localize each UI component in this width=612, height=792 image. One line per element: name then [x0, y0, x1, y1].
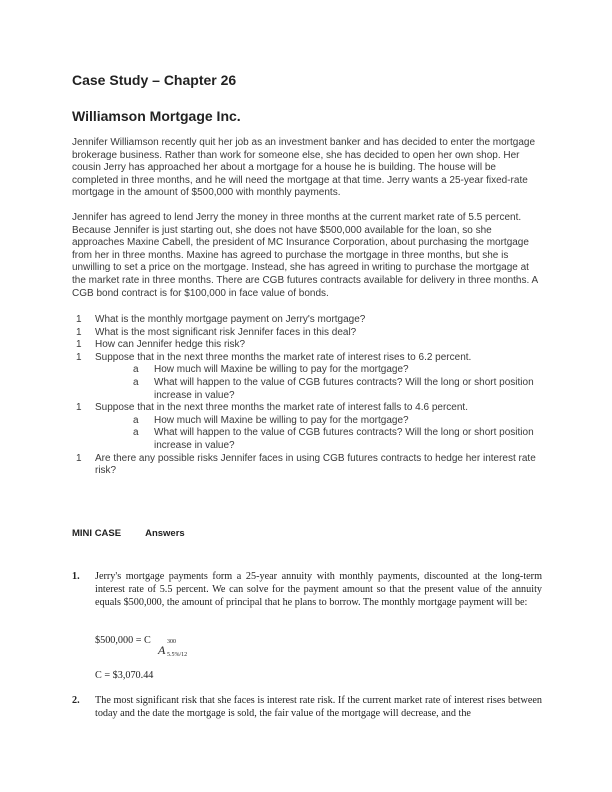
equation-result: C = $3,070.44 — [95, 670, 154, 681]
minicase-header — [72, 528, 185, 539]
question-item — [72, 453, 542, 478]
question-number: 1 — [76, 402, 82, 414]
intro-paragraph: Jennifer Williamson recently quit her job as an investment banker and has decided to enter the mortgage brokerage business. Rather than work for someone else, she has decided to open her own shop. Her cousin Jerry has approached her about a mortgage for a house he is building. The house will be completed in three months, and he will need the mortgage at that time. Jerry wants a 25-year fixed-rate mortgage in the amount of $500,000 with monthly payments. — [72, 137, 536, 199]
sub-question-letter: a — [133, 364, 139, 376]
question-number: 1 — [76, 452, 82, 464]
question-number: 1 — [76, 339, 82, 351]
question-text: How can Jennifer hedge this risk? — [95, 339, 246, 351]
question-number: 1 — [76, 314, 82, 325]
sub-question-item — [72, 427, 542, 452]
question-item — [72, 314, 542, 327]
sub-question-text: What will happen to the value of CGB futures contracts? Will the long or short position increase in value? — [154, 376, 534, 401]
page-title: Case Study – Chapter 26 — [72, 72, 237, 88]
sub-question-item — [72, 364, 542, 377]
question-text: What is the most significant risk Jennifer faces in this deal? — [95, 326, 357, 338]
sub-question-letter: a — [133, 376, 139, 388]
minicase-label: MINI CASE — [72, 528, 122, 539]
question-text: What is the monthly mortgage payment on Jerry's mortgage? — [95, 314, 366, 325]
sub-question-item — [72, 415, 542, 428]
sub-question-text: How much will Maxine be willing to pay for the mortgage? — [154, 414, 409, 426]
answer-number: 1. — [72, 571, 80, 582]
answer-number: 2. — [72, 695, 80, 706]
annuity-factor — [158, 639, 188, 659]
sub-question-text: How much will Maxine be willing to pay for the mortgage? — [154, 364, 409, 376]
sub-question-letter: a — [133, 414, 139, 426]
answer-item — [72, 570, 542, 609]
equation-line: $500,000 = C — [95, 635, 151, 646]
question-text: Are there any possible risks Jennifer faces in using CGB futures contracts to hedge her interest rate risk? — [95, 452, 536, 477]
annuity-periods: 300 — [167, 639, 176, 645]
question-item — [72, 402, 542, 415]
annuity-rate: 5.5%/12 — [167, 652, 188, 658]
question-item — [72, 352, 542, 365]
answer-item — [72, 694, 542, 720]
question-text: Suppose that in the next three months the market rate of interest falls to 4.6 percent. — [95, 402, 468, 414]
answers-label: Answers — [145, 528, 185, 539]
case-title: Williamson Mortgage Inc. — [72, 108, 241, 124]
sub-question-letter: a — [133, 427, 139, 439]
answer-text: The most significant risk that she faces is interest rate risk. If the current market rate of interest rises between today and the date the mortgage is sold, the fair value of the mortgage will decrease, and the — [95, 695, 542, 719]
question-item — [72, 327, 542, 340]
question-text: Suppose that in the next three months the market rate of interest rises to 6.2 percent. — [95, 351, 472, 363]
sub-question-item — [72, 377, 542, 402]
annuity-symbol: A — [158, 643, 166, 657]
question-number: 1 — [76, 351, 82, 363]
question-item — [72, 339, 542, 352]
question-list — [72, 314, 542, 478]
question-number: 1 — [76, 326, 82, 338]
sub-question-text: What will happen to the value of CGB futures contracts? Will the long or short position increase in value? — [154, 427, 534, 451]
answer-text: Jerry's mortgage payments form a 25-year annuity with monthly payments, discounted at the long-term interest rate of 5.5 percent. We can solve for the payment amount so that the present value of the annuity equals $500,000, the amount of principal that he plans to borrow. The monthly mortgage payment will be: — [95, 571, 542, 608]
details-paragraph: Jennifer has agreed to lend Jerry the money in three months at the current market rate of 5.5 percent. Because Jennifer is just starting out, she does not have $500,000 available for the loan, so she approaches Maxine Cabell, the president of MC Insurance Corporation, about purchasing the mortgage from her in three months. Maxine has agreed to purchase the mortgage in three months, but she is unwilling to set a price on the mortgage. Instead, she has agreed in writing to purchase the mortgage at the market rate in three months. There are CGB futures contracts available for delivery in three months. A CGB bond contract is for $100,000 in face value of bonds. — [72, 212, 538, 299]
